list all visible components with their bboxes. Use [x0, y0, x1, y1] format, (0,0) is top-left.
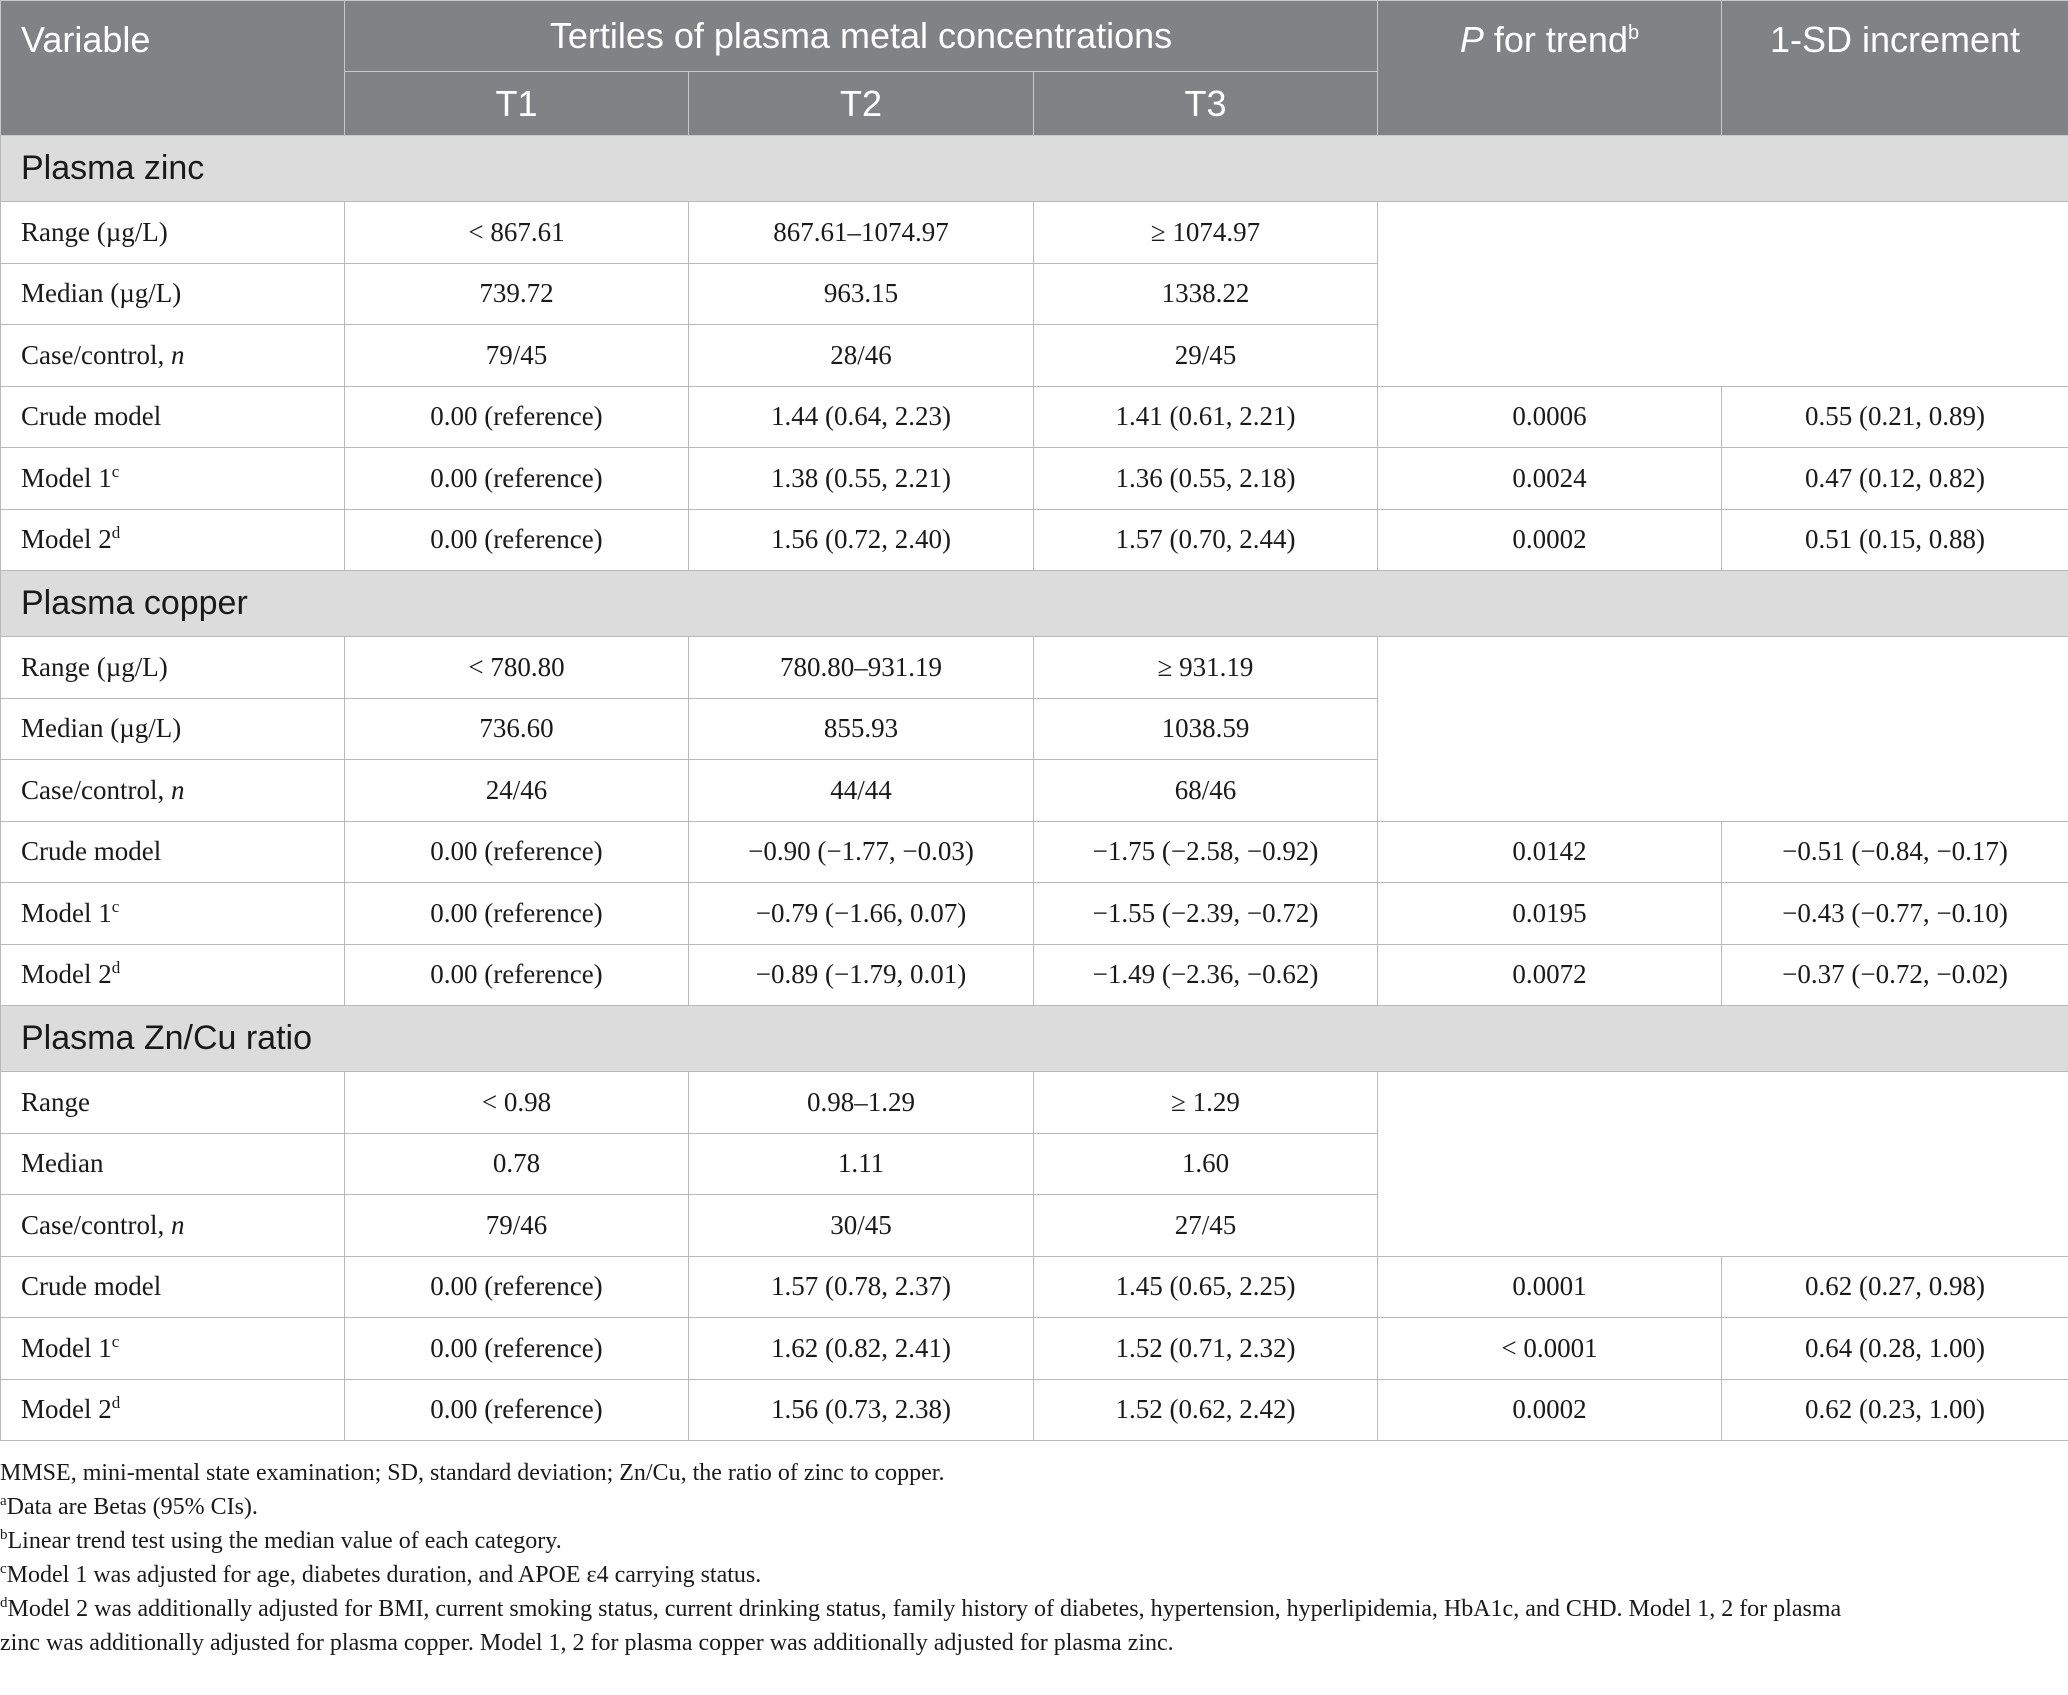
row-label-text: Case/control, — [21, 339, 171, 370]
footnote-b-sup: b — [0, 1527, 8, 1543]
footnote-b-text: Linear trend test using the median value of each category. — [7, 1528, 562, 1554]
cell-t1: < 867.61 — [345, 202, 689, 264]
cell-t2: 30/45 — [689, 1195, 1034, 1257]
cell-sd: −0.37 (−0.72, −0.02) — [1722, 944, 2068, 1006]
row-label-sup: c — [111, 461, 120, 481]
cell-t1: 24/46 — [345, 760, 689, 822]
row-label — [1, 821, 345, 883]
footnote-d-text-line2: zinc was additionally adjusted for plasma copper. Model 1, 2 for plasma copper was additionally adjusted for plasma zinc. — [0, 1630, 1174, 1656]
cell-t3: 27/45 — [1034, 1195, 1378, 1257]
row-label-text: Model 2 — [21, 524, 112, 555]
footnote-a — [0, 1490, 2068, 1524]
cell-sd: 0.55 (0.21, 0.89) — [1722, 386, 2068, 448]
row-label: Range — [1, 1072, 345, 1134]
section-title: Plasma copper — [1, 571, 2068, 637]
header-t2: T2 — [689, 72, 1034, 136]
row-label-text: Case/control, — [21, 1209, 171, 1240]
footnote-d-sup: d — [0, 1595, 8, 1611]
empty-cell — [1378, 637, 2068, 822]
row-label — [1, 509, 345, 571]
cell-t2: 963.15 — [689, 263, 1034, 325]
cell-t3: 1.52 (0.71, 2.32) — [1034, 1318, 1378, 1380]
cell-p: 0.0142 — [1378, 821, 1722, 883]
cell-p: 0.0006 — [1378, 386, 1722, 448]
header-tertiles: Tertiles of plasma metal concentrations — [345, 1, 1378, 72]
row-label-text: Crude model — [21, 1271, 162, 1302]
row-label: Range (µg/L) — [1, 637, 345, 699]
table-footnotes — [0, 1456, 2068, 1660]
row-label-sup: d — [111, 1393, 121, 1413]
cell-t1: 0.00 (reference) — [345, 386, 689, 448]
cell-t1: < 0.98 — [345, 1072, 689, 1134]
footnote-d-text-line1: Model 2 was additionally adjusted for BMI, current smoking status, current drinking status, family history of diabetes, hypertension, hyperlipidemia, HbA1c, and CHD. Model 1, 2 for plasma — [7, 1596, 1842, 1622]
section-header-row — [1, 136, 2068, 202]
cell-t3: 1.41 (0.61, 2.21) — [1034, 386, 1378, 448]
cell-t2: 1.56 (0.73, 2.38) — [689, 1379, 1034, 1441]
table-row — [1, 883, 2068, 945]
cell-p: 0.0072 — [1378, 944, 1722, 1006]
table-body — [1, 136, 2068, 1441]
cell-t2: 1.11 — [689, 1133, 1034, 1195]
cell-t3: ≥ 1.29 — [1034, 1072, 1378, 1134]
header-variable: Variable — [1, 1, 345, 136]
row-label-text: Model 2 — [21, 1394, 112, 1425]
cell-t3: 1338.22 — [1034, 263, 1378, 325]
table-row — [1, 448, 2068, 510]
row-label-italic: n — [170, 339, 185, 370]
header-p-italic: P — [1459, 19, 1484, 60]
cell-sd: −0.51 (−0.84, −0.17) — [1722, 821, 2068, 883]
cell-t1: < 780.80 — [345, 637, 689, 699]
cell-t1: 79/46 — [345, 1195, 689, 1257]
row-label-text: Crude model — [21, 836, 162, 867]
row-label-sup: c — [111, 1331, 120, 1351]
cell-t2: 867.61–1074.97 — [689, 202, 1034, 264]
cell-sd: 0.51 (0.15, 0.88) — [1722, 509, 2068, 571]
cell-t1: 0.00 (reference) — [345, 448, 689, 510]
header-p-rest: for trend — [1483, 19, 1628, 60]
row-label-text: Case/control, — [21, 774, 171, 805]
header-t3: T3 — [1034, 72, 1378, 136]
cell-t3: ≥ 1074.97 — [1034, 202, 1378, 264]
cell-t3: 1.52 (0.62, 2.42) — [1034, 1379, 1378, 1441]
table-row — [1, 821, 2068, 883]
row-label-text: Crude model — [21, 401, 162, 432]
cell-sd: 0.47 (0.12, 0.82) — [1722, 448, 2068, 510]
footnote-abbreviations: MMSE, mini-mental state examination; SD, standard deviation; Zn/Cu, the ratio of zinc to copper. — [0, 1460, 945, 1486]
table-row — [1, 1072, 2068, 1134]
cell-t2: 1.44 (0.64, 2.23) — [689, 386, 1034, 448]
table-row — [1, 202, 2068, 264]
header-sd-increment: 1-SD increment — [1722, 1, 2068, 136]
cell-t3: 1.60 — [1034, 1133, 1378, 1195]
cell-t1: 739.72 — [345, 263, 689, 325]
cell-p: 0.0001 — [1378, 1256, 1722, 1318]
cell-t2: 28/46 — [689, 325, 1034, 387]
table-row — [1, 509, 2068, 571]
footnote-d — [0, 1592, 2068, 1660]
cell-t1: 0.00 (reference) — [345, 509, 689, 571]
cell-t2: 44/44 — [689, 760, 1034, 822]
row-label-text: Model 2 — [21, 959, 112, 990]
header-p-for-trend — [1378, 1, 1722, 136]
row-label — [1, 944, 345, 1006]
footnote-c-text: Model 1 was adjusted for age, diabetes duration, and APOE ε4 carrying status. — [6, 1562, 762, 1588]
section-title: Plasma zinc — [1, 136, 2068, 202]
row-label — [1, 760, 345, 822]
cell-t1: 0.00 (reference) — [345, 1379, 689, 1441]
empty-cell — [1378, 202, 2068, 387]
footnote-b — [0, 1524, 2068, 1558]
footnote-a-sup: a — [0, 1493, 7, 1509]
row-label-text: Model 1 — [21, 462, 112, 493]
table-row — [1, 386, 2068, 448]
cell-t3: 68/46 — [1034, 760, 1378, 822]
row-label: Median (µg/L) — [1, 698, 345, 760]
row-label: Range (µg/L) — [1, 202, 345, 264]
cell-t1: 0.00 (reference) — [345, 944, 689, 1006]
cell-p: 0.0195 — [1378, 883, 1722, 945]
table-row — [1, 1379, 2068, 1441]
cell-t3: 1.57 (0.70, 2.44) — [1034, 509, 1378, 571]
row-label-text: Model 1 — [21, 897, 112, 928]
cell-t3: 1.36 (0.55, 2.18) — [1034, 448, 1378, 510]
cell-t3: 1.45 (0.65, 2.25) — [1034, 1256, 1378, 1318]
table-row — [1, 637, 2068, 699]
row-label: Median (µg/L) — [1, 263, 345, 325]
section-title: Plasma Zn/Cu ratio — [1, 1006, 2068, 1072]
cell-t3: −1.55 (−2.39, −0.72) — [1034, 883, 1378, 945]
cell-t2: 1.62 (0.82, 2.41) — [689, 1318, 1034, 1380]
table-row — [1, 1318, 2068, 1380]
cell-sd: 0.62 (0.23, 1.00) — [1722, 1379, 2068, 1441]
table-row — [1, 944, 2068, 1006]
row-label — [1, 1318, 345, 1380]
row-label — [1, 325, 345, 387]
cell-t1: 0.00 (reference) — [345, 821, 689, 883]
cell-t3: −1.49 (−2.36, −0.62) — [1034, 944, 1378, 1006]
row-label-text: Model 1 — [21, 1332, 112, 1363]
row-label-sup: c — [111, 896, 120, 916]
cell-t3: 29/45 — [1034, 325, 1378, 387]
cell-sd: 0.64 (0.28, 1.00) — [1722, 1318, 2068, 1380]
cell-t2: −0.90 (−1.77, −0.03) — [689, 821, 1034, 883]
cell-sd: −0.43 (−0.77, −0.10) — [1722, 883, 2068, 945]
header-t1: T1 — [345, 72, 689, 136]
cell-t2: 1.38 (0.55, 2.21) — [689, 448, 1034, 510]
cell-t3: 1038.59 — [1034, 698, 1378, 760]
cell-p: 0.0002 — [1378, 1379, 1722, 1441]
row-label-italic: n — [170, 1209, 185, 1240]
row-label — [1, 386, 345, 448]
cell-p: 0.0024 — [1378, 448, 1722, 510]
cell-p: < 0.0001 — [1378, 1318, 1722, 1380]
cell-t2: 0.98–1.29 — [689, 1072, 1034, 1134]
row-label-italic: n — [170, 774, 185, 805]
section-header-row — [1, 1006, 2068, 1072]
row-label — [1, 1379, 345, 1441]
cell-t2: 1.56 (0.72, 2.40) — [689, 509, 1034, 571]
row-label — [1, 1195, 345, 1257]
row-label — [1, 448, 345, 510]
empty-cell — [1378, 1072, 2068, 1257]
cell-p: 0.0002 — [1378, 509, 1722, 571]
cell-t1: 736.60 — [345, 698, 689, 760]
cell-sd: 0.62 (0.27, 0.98) — [1722, 1256, 2068, 1318]
header-p-sup: b — [1627, 22, 1640, 44]
cell-t1: 0.00 (reference) — [345, 1256, 689, 1318]
cell-t2: −0.79 (−1.66, 0.07) — [689, 883, 1034, 945]
cell-t3: −1.75 (−2.58, −0.92) — [1034, 821, 1378, 883]
row-label-sup: d — [111, 958, 121, 978]
footnote-a-text: Data are Betas (95% CIs). — [6, 1494, 258, 1520]
cell-t1: 79/45 — [345, 325, 689, 387]
row-label — [1, 1256, 345, 1318]
footnote-c-sup: c — [0, 1561, 7, 1577]
section-header-row — [1, 571, 2068, 637]
cell-t2: 1.57 (0.78, 2.37) — [689, 1256, 1034, 1318]
cell-t2: 855.93 — [689, 698, 1034, 760]
cell-t2: −0.89 (−1.79, 0.01) — [689, 944, 1034, 1006]
table-header — [1, 1, 2068, 136]
cell-t1: 0.00 (reference) — [345, 1318, 689, 1380]
table-row — [1, 1256, 2068, 1318]
row-label: Median — [1, 1133, 345, 1195]
cell-t3: ≥ 931.19 — [1034, 637, 1378, 699]
cell-t1: 0.78 — [345, 1133, 689, 1195]
cell-t2: 780.80–931.19 — [689, 637, 1034, 699]
footnote-c — [0, 1558, 2068, 1592]
cell-t1: 0.00 (reference) — [345, 883, 689, 945]
row-label — [1, 883, 345, 945]
row-label-sup: d — [111, 523, 121, 543]
